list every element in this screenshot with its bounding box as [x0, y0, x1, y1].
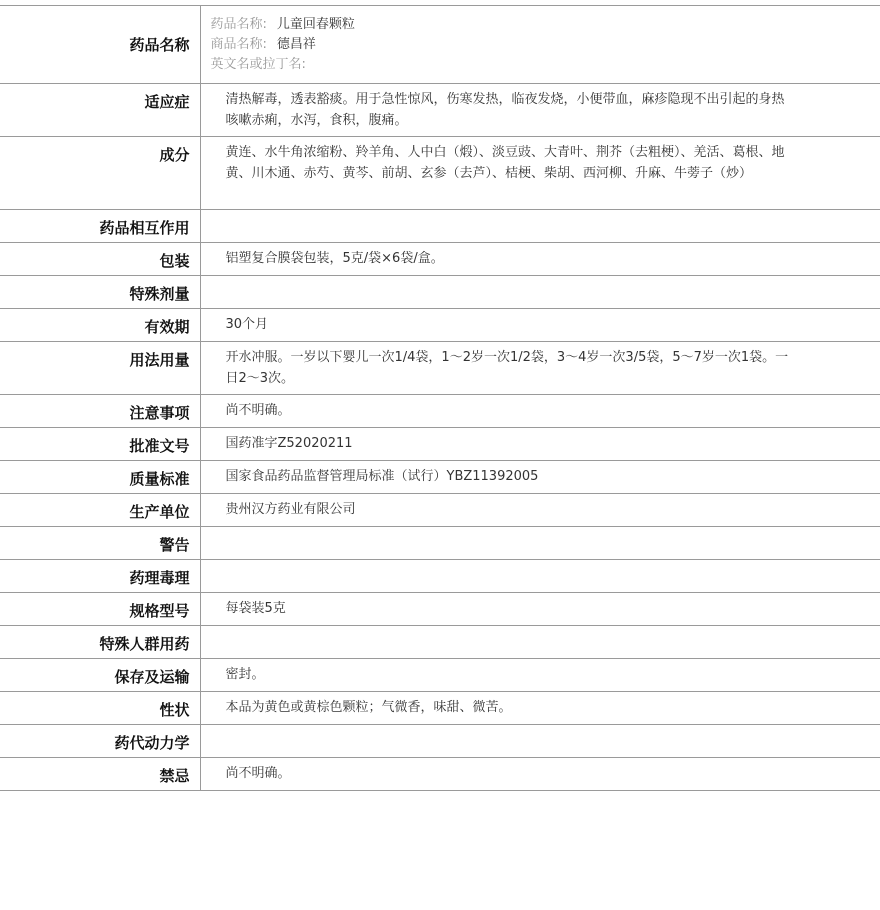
- row-label: 适应症: [0, 84, 200, 137]
- table-row-precautions: [0, 395, 880, 428]
- row-label: 药代动力学: [0, 725, 200, 758]
- row-value: 开水冲服。一岁以下婴儿一次1/4袋，1～2岁一次1/2袋，3～4岁一次3/5袋，5～7岁一次1袋。一日2～3次。: [200, 342, 880, 395]
- row-value: 尚不明确。: [200, 758, 880, 791]
- row-value: 本品为黄色或黄棕色颗粒；气微香，味甜、微苦。: [200, 692, 880, 725]
- english-name-key: 英文名或拉丁名:: [210, 57, 306, 72]
- name-cell: [200, 6, 880, 84]
- row-value: 国家食品药品监督管理局标准（试行）YBZ11392005: [200, 461, 880, 494]
- row-label: 规格型号: [0, 593, 200, 626]
- table-row-approval-number: [0, 428, 880, 461]
- english-name-value: [306, 57, 316, 72]
- row-label: 生产单位: [0, 494, 200, 527]
- table-row-drug-name: [0, 6, 880, 84]
- drug-spec-table: [0, 5, 880, 791]
- table-row-indications: [0, 84, 880, 137]
- table-row-specification: [0, 593, 880, 626]
- generic-name-key: 药品名称:: [210, 17, 267, 32]
- row-label: 性状: [0, 692, 200, 725]
- row-value: 国药准字Z52020211: [200, 428, 880, 461]
- row-value: 黄连、水牛角浓缩粉、羚羊角、人中白（煅）、淡豆豉、大青叶、荆芥（去粗梗）、羌活、葛根、地黄、川木通、赤芍、黄芩、前胡、玄参（去芦）、桔梗、柴胡、西河柳、升麻、牛蒡子（炒）: [200, 137, 880, 210]
- row-label: 有效期: [0, 309, 200, 342]
- row-value: [200, 560, 880, 593]
- row-label: 药理毒理: [0, 560, 200, 593]
- row-label: 包装: [0, 243, 200, 276]
- row-label: 保存及运输: [0, 659, 200, 692]
- row-value: [200, 626, 880, 659]
- row-label: 特殊剂量: [0, 276, 200, 309]
- row-value: 清热解毒，透表豁痰。用于急性惊风，伤寒发热，临夜发烧，小便带血，麻疹隐现不出引起的身热咳嗽赤痢，水泻，食积，腹痛。: [200, 84, 880, 137]
- table-row-manufacturer: [0, 494, 880, 527]
- table-row-warning: [0, 527, 880, 560]
- row-value: 尚不明确。: [200, 395, 880, 428]
- generic-name-value: 儿童回春颗粒: [276, 17, 355, 32]
- row-label: 警告: [0, 527, 200, 560]
- table-row-special-populations: [0, 626, 880, 659]
- trade-name-key: 商品名称:: [210, 37, 267, 52]
- row-label: 特殊人群用药: [0, 626, 200, 659]
- row-label: 批准文号: [0, 428, 200, 461]
- table-row-dosage: [0, 342, 880, 395]
- table-row-packaging: [0, 243, 880, 276]
- english-name-line: [211, 55, 880, 75]
- row-value: [200, 527, 880, 560]
- table-row-contraindications: [0, 758, 880, 791]
- row-value: 每袋装5克: [200, 593, 880, 626]
- table-row-shelf-life: [0, 309, 880, 342]
- table-row-storage: [0, 659, 880, 692]
- row-value: 铝塑复合膜袋包装，5克/袋×6袋/盒。: [200, 243, 880, 276]
- table-row-special-dosage: [0, 276, 880, 309]
- table-row-pharmacokinetics: [0, 725, 880, 758]
- row-label: 药品名称: [0, 6, 200, 84]
- generic-name-line: [211, 15, 880, 35]
- trade-name-line: [211, 35, 880, 55]
- row-value: 30个月: [200, 309, 880, 342]
- row-label: 药品相互作用: [0, 210, 200, 243]
- row-value: 贵州汉方药业有限公司: [200, 494, 880, 527]
- table-row-quality-standard: [0, 461, 880, 494]
- row-value: [200, 725, 880, 758]
- row-value: [200, 210, 880, 243]
- table-row-pharmacology: [0, 560, 880, 593]
- table-row-interactions: [0, 210, 880, 243]
- row-value: 密封。: [200, 659, 880, 692]
- trade-name-value: 德昌祥: [276, 37, 316, 52]
- table-row-appearance: [0, 692, 880, 725]
- row-label: 注意事项: [0, 395, 200, 428]
- name-block: [201, 6, 880, 80]
- row-label: 禁忌: [0, 758, 200, 791]
- row-label: 用法用量: [0, 342, 200, 395]
- row-label: 成分: [0, 137, 200, 210]
- row-label: 质量标准: [0, 461, 200, 494]
- row-value: [200, 276, 880, 309]
- table-row-ingredients: [0, 137, 880, 210]
